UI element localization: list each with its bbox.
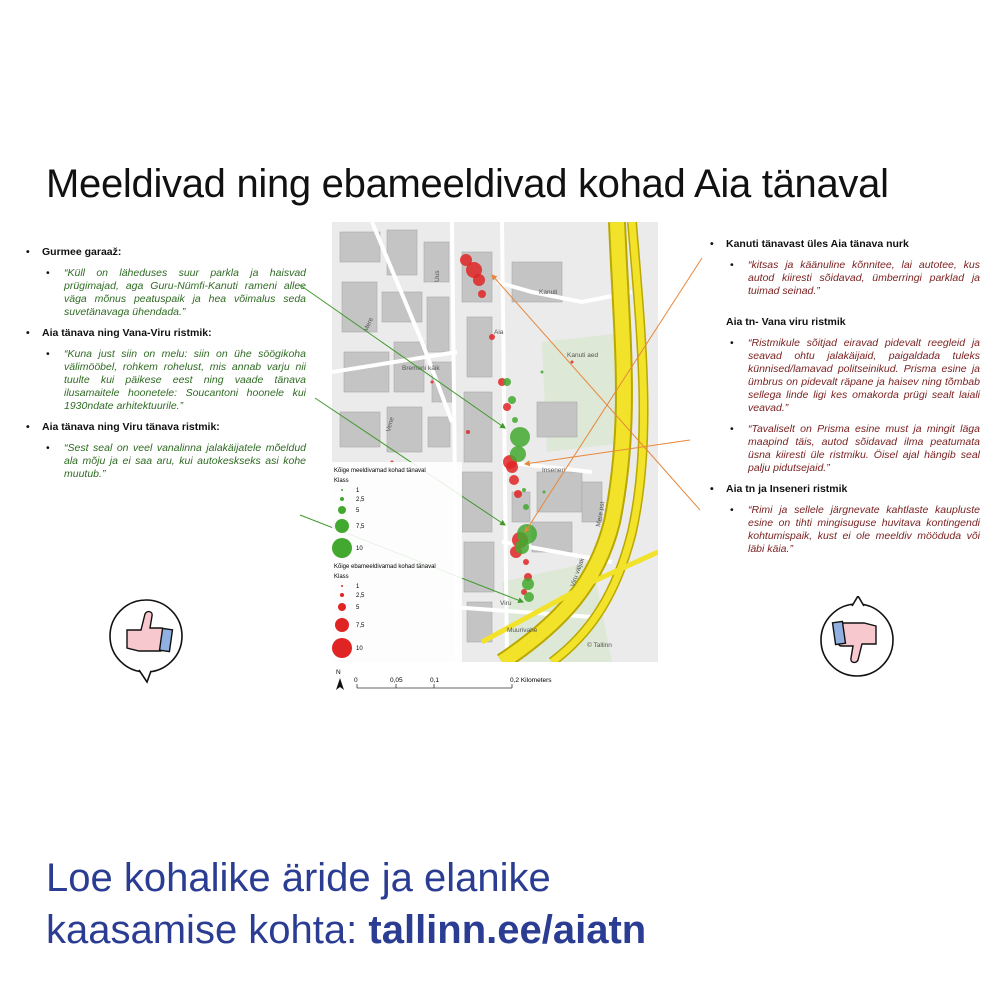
- disliked-quote-text: “Ristmikule sõitjad eiravad pidevalt reegleid ja seavad ohtu jalakäijaid, paigaldada tuleks künnised/lamavad politseinikud. Prisma esine ja ümbrus on pidevalt räpane ja haisev ning tõmbab sellega linde ligi kes omakorda prügi sealt laiali veavad.”: [748, 337, 980, 414]
- legend-class: 5: [356, 605, 360, 611]
- north-arrow-icon: [336, 678, 344, 690]
- disliked-item-heading: Kanuti tänavast üles Aia tänava nurk: [726, 238, 909, 250]
- legend-class: 5: [356, 508, 360, 514]
- legend-liked-swatch: [332, 538, 352, 558]
- legend-liked-swatch: [338, 506, 346, 514]
- bullet: •: [26, 421, 30, 433]
- disliked-quote: • “Ristmikule sõitjad eiravad pidevalt reegleid ja seavad ohtu jalakäijaid, paigaldada tuleks künnised/lamavad politseinikud. Prisma esine ja ümbrus on pidevalt räpane ja haisev ning tõmbab sellega linde ligi kes omakorda prügi sealt laiali veavad.”: [730, 337, 980, 414]
- thumbs-up-icon: [105, 596, 187, 686]
- legend-liked-title: Kõige meeldivamad kohad tänaval: [334, 468, 426, 474]
- disliked-arrows: [492, 258, 702, 532]
- disliked-quote: • “kitsas ja käänuline kõnnitee, lai autotee, kus autod kiiresti sõidavad, ümberringi parklad ja tuimad seinad.”: [730, 259, 980, 297]
- street-label-viru-valjak: Viru väljak: [569, 557, 587, 588]
- cta-line-2: [46, 904, 646, 956]
- legend-disliked-swatch: [335, 618, 349, 632]
- disliked-item-heading: Aia tn- Vana viru ristmik: [726, 316, 846, 328]
- street-label-aia: Aia: [494, 329, 504, 336]
- liked-quote-text: “Küll on läheduses suur parkla ja haisvad prügimajad, aga Guru-Nümfi-Kanuti rameni allee väga mõnus peatuspaik ja hea võimalus seda suvetänavaga ühendada.”: [64, 267, 306, 318]
- scale-bar: [332, 668, 658, 698]
- legend-disliked-swatch: [341, 585, 343, 587]
- legend-liked-swatch: [341, 489, 343, 491]
- bullet: •: [26, 246, 30, 258]
- bullet: •: [26, 327, 30, 339]
- legend-class: 2,5: [356, 593, 365, 599]
- disliked-quote-text: “kitsas ja käänuline kõnnitee, lai autotee, kus autod kiiresti sõidavad, ümberringi parklad ja tuimad seinad.”: [748, 259, 980, 297]
- street-label-attribution: © Tallinn: [587, 642, 612, 649]
- legend-class-label: Klass: [334, 574, 349, 580]
- street-label-vene: Vene: [385, 416, 396, 433]
- map-legend: [332, 462, 462, 672]
- disliked-quote: • “Tavaliselt on Prisma esine must ja mingit läga maapind täis, autod sõidavad ilma peatumata üsna kiiresti üle ristmiku. Öisel ajal hängib seal palju pidutsejaid.”: [730, 423, 980, 474]
- bullet: •: [710, 483, 714, 495]
- street-label-kanuti: Kanuti: [539, 289, 558, 296]
- street-label-uus: Uus: [434, 270, 441, 282]
- scale-tick: 0,05: [390, 677, 403, 684]
- liked-item-heading: Aia tänava ning Viru tänava ristmik:: [42, 421, 220, 433]
- scale-tick: 0,2 Kilometers: [510, 677, 552, 684]
- liked-quote: • “Sest seal on veel vanalinna jalakäijatele mõeldud ala mõju ja ei saa aru, kui autokeskseks asi kohe muutub.”: [46, 442, 306, 480]
- disliked-quote: • “Rimi ja sellele järgnevate kahtlaste kaupluste esine on tihti mingisuguse huvitava kontingendi kohtumispaik, kust ei ole meeldiv mööduda või läbi käia.”: [730, 504, 980, 555]
- legend-liked-swatch: [340, 497, 344, 501]
- street-label-muurivahe: Muurivahe: [507, 627, 538, 634]
- disliked-item-heading: Aia tn ja Inseneri ristmik: [726, 483, 848, 495]
- legend-class-label: Klass: [334, 478, 349, 484]
- legend-class: 10: [356, 546, 363, 552]
- legend-disliked-swatch: [340, 593, 344, 597]
- disliked-quote-text: “Rimi ja sellele järgnevate kahtlaste kaupluste esine on tihti mingisuguse huvitava kontingendi kohtumispaik, kust ei ole meeldiv mööduda või läbi käia.”: [748, 504, 980, 555]
- liked-quote-text: “Sest seal on veel vanalinna jalakäijatele mõeldud ala mõju ja ei saa aru, kui autokeskseks asi kohe muutub.”: [64, 442, 306, 480]
- street-label-inseneri: Inseneri: [542, 467, 566, 474]
- liked-quote: • “Kuna just siin on melu: siin on ühe söögikoha välimööbel, rohkem rohelust, mis annab varju nii tuulte kui päikese eest ning vaade tänava ilusamaitele hoonetele: Soucantoni hoonele kui 1930ndate arhitektuurile.”: [46, 348, 306, 412]
- street-label-bremeni: Bremeni käik: [402, 365, 440, 372]
- legend-class: 7,5: [356, 623, 365, 629]
- cta-line-1: Loe kohalike äride ja elanike: [46, 856, 551, 900]
- liked-item-heading: Gurmee garaaž:: [42, 246, 122, 258]
- liked-quote-text: “Kuna just siin on melu: siin on ühe söögikoha välimööbel, rohkem rohelust, mis annab varju nii tuulte kui päikese eest ning vaade tänava ilusamaitele hoonetele: Soucantoni hoonele kui 1930ndate arhitektuurile.”: [64, 348, 306, 412]
- liked-item-heading: Aia tänava ning Vana-Viru ristmik:: [42, 327, 212, 339]
- street-label-mere: Mere: [362, 316, 376, 333]
- north-label: N: [336, 669, 341, 676]
- legend-class: 10: [356, 646, 363, 652]
- street-label-kanuti-aed: Kanuti aed: [567, 352, 599, 359]
- street-label-mere-pst: Mere pst: [595, 501, 607, 528]
- scale-tick: 0,1: [430, 677, 440, 684]
- legend-disliked-swatch: [332, 638, 352, 658]
- legend-class: 1: [356, 488, 360, 494]
- legend-class: 1: [356, 584, 360, 590]
- legend-liked-swatch: [335, 519, 349, 533]
- call-to-action: [46, 852, 646, 956]
- scale-tick: 0: [354, 677, 358, 684]
- legend-class: 2,5: [356, 497, 365, 503]
- thumbs-down-icon: [816, 596, 898, 686]
- liked-quote: • “Küll on läheduses suur parkla ja haisvad prügimajad, aga Guru-Nümfi-Kanuti rameni allee väga mõnus peatuspaik ja hea võimalus seda suvetänavaga ühendada.”: [46, 267, 306, 318]
- bullet: •: [710, 238, 714, 250]
- disliked-quote-text: “Tavaliselt on Prisma esine must ja mingit läga maapind täis, autod sõidavad ilma peatumata üsna kiiresti üle ristmiku. Öisel ajal hängib seal palju pidutsejaid.”: [748, 423, 980, 474]
- legend-class: 7,5: [356, 524, 365, 530]
- legend-disliked-title: Kõige ebameeldivamad kohad tänaval: [334, 564, 436, 570]
- legend-disliked-swatch: [338, 603, 346, 611]
- street-label-viru: Viru: [500, 600, 512, 607]
- page-title: Meeldivad ning ebameeldivad kohad Aia tänaval: [46, 162, 889, 206]
- cta-link[interactable]: tallinn.ee/aiatn: [368, 908, 647, 952]
- cta-line-2-prefix: kaasamise kohta:: [46, 908, 369, 952]
